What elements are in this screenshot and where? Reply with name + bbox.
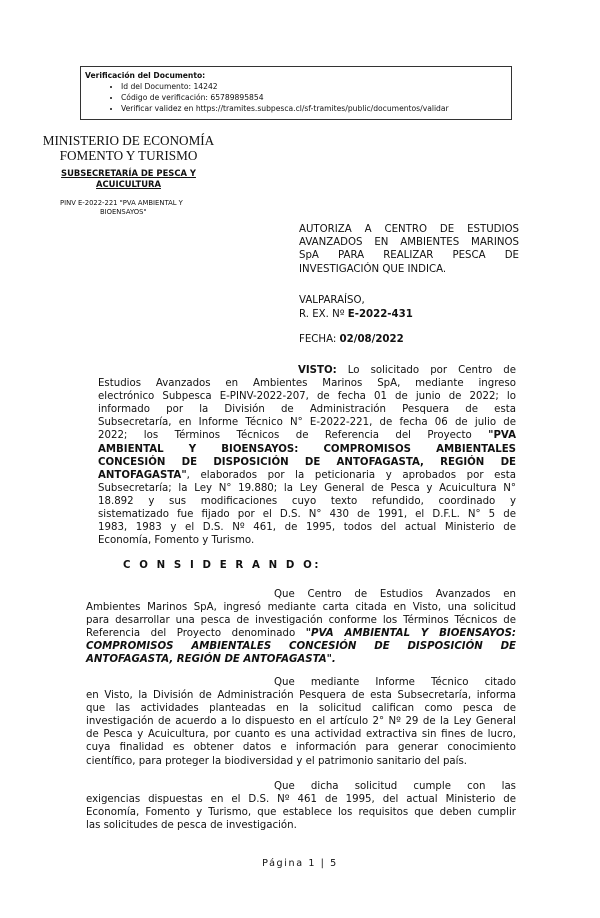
para-line: las solicitudes de pesca de investigación. [86, 820, 297, 832]
rex-number: E-2022-431 [347, 309, 413, 320]
title-line: INVESTIGACIÓN QUE INDICA. [299, 263, 447, 275]
considerando-paragraph-1 [86, 588, 516, 667]
ministry-heading [36, 133, 221, 163]
para-line: Economía, Fomento y Turismo, que establece los requisitos que deben cumplir [86, 807, 516, 819]
visto-line: sistematizado fue fijado por el D.S. N° 430 de 1991, el D.F.L. N° 5 de [98, 509, 516, 521]
rex-label: R. EX. Nº [299, 309, 345, 320]
ministry-line1: MINISTERIO DE ECONOMÍA [42, 133, 215, 148]
fecha-value: 02/08/2022 [339, 334, 404, 345]
visto-line: Subsecretaría, en Informe Técnico N° E-2022-221, de fecha 06 de julio de [98, 417, 516, 429]
title-line: AUTORIZA A CENTRO DE ESTUDIOS [299, 224, 519, 235]
para-line: de Pesca y Acuicultura, por cuanto es una actividad extractiva sin fines de lucro, [86, 729, 516, 741]
ministry-line2: FOMENTO Y TURISMO [59, 148, 198, 163]
title-line: SpA PARA REALIZAR PESCA DE [299, 250, 519, 262]
para-line: que las actividades planteadas en la solicitud califican como pesca de [86, 703, 516, 715]
visto-line: electrónico Subpesca E-PINV-2022-207, de fecha 01 de junio de 2022; lo [98, 391, 516, 403]
visto-line: Subsecretaría; la Ley N° 19.880; la Ley General de Pesca y Acuicultura N° [98, 482, 516, 494]
para-line: Que dicha solicitud cumple con las [274, 781, 516, 792]
para-line: Que mediante Informe Técnico citado [274, 677, 516, 688]
subsecretaria-line1: SUBSECRETARÍA DE PESCA Y [61, 168, 196, 178]
visto-line: AMBIENTAL Y BIOENSAYOS: COMPROMISOS AMBIENTALES [98, 443, 516, 455]
fecha-label: FECHA: [299, 334, 337, 345]
considerando-heading: C O N S I D E R A N D O: [123, 560, 322, 571]
subsecretaria-heading [36, 168, 221, 190]
subsecretaria-line2: ACUICULTURA [96, 179, 161, 189]
para-line: para desarrollar una pesca de investigación conforme los Términos Técnicos de [86, 615, 516, 627]
para-line: Que Centro de Estudios Avanzados en [274, 589, 516, 600]
para-line: Referencia del Proyecto denominado "PVA AMBIENTAL Y BIOENSAYOS: [86, 628, 516, 640]
pinv-reference [60, 199, 220, 217]
visto-line: Economía, Fomento y Turismo. [98, 535, 255, 547]
resolution-number [299, 308, 413, 322]
considerando-paragraph-3 [86, 780, 516, 832]
verification-title: Verificación del Documento: [85, 71, 206, 80]
title-line: AVANZADOS EN AMBIENTES MARINOS [299, 237, 519, 249]
para-line: en Visto, la División de Administración Pesquera de esta Subsecretaría, informa [86, 690, 516, 702]
visto-label: VISTO: [298, 365, 337, 376]
visto-line: informado por la División de Administración Pesquera de esta [98, 404, 516, 416]
para-line: investigación de acuerdo a lo dispuesto en el artículo 2° Nº 29 de la Ley General [86, 716, 516, 728]
verification-box [80, 66, 512, 120]
para-line: COMPROMISOS AMBIENTALES CONCESIÓN DE DISPOSICIÓN DE [86, 641, 516, 653]
pinv-line2: BIOENSAYOS" [100, 208, 147, 216]
para-line: ANTOFAGASTA, REGIÓN DE ANTOFAGASTA". [86, 654, 336, 666]
verification-code: • Código de verificación: 65789895854 [121, 92, 511, 103]
visto-line: 2022; los Términos Técnicos de Referencia del Proyecto "PVA [98, 430, 516, 442]
para-line: Ambientes Marinos SpA, ingresó mediante carta citada en Visto, una solicitud [86, 602, 516, 614]
page-number: Página 1 | 5 [262, 858, 338, 869]
resolution-date [299, 333, 404, 347]
visto-line: VISTO: Lo solicitado por Centro de [298, 365, 516, 376]
verification-id: • Id del Documento: 14242 [121, 81, 511, 92]
visto-line: Estudios Avanzados en Ambientes Marinos SpA, mediante ingreso [98, 378, 516, 390]
visto-line: ANTOFAGASTA", elaborados por la peticionaria y aprobados por esta [98, 469, 516, 481]
resolution-title [299, 223, 519, 276]
para-line: cuya finalidad es obtener datos e información para generar conocimiento [86, 742, 516, 754]
visto-line: 18.892 y sus modificaciones cuyo texto refundido, coordinado y [98, 495, 516, 507]
pinv-line1: PINV E-2022-221 "PVA AMBIENTAL Y [60, 199, 183, 207]
para-line: científico, para proteger la biodiversidad y el patrimonio sanitario del país. [86, 755, 468, 767]
visto-paragraph [98, 364, 516, 547]
visto-line: 1983, 1983 y el D.S. Nº 461, de 1995, todos del actual Ministerio de [98, 522, 516, 534]
considerando-paragraph-2 [86, 676, 516, 768]
verification-list [85, 81, 511, 114]
city: VALPARAÍSO, [299, 295, 365, 306]
verification-url[interactable]: • Verificar validez en https://tramites.subpesca.cl/sf-tramites/public/documentos/validar [121, 103, 511, 114]
para-line: exigencias dispuestas en el D.S. Nº 461 de 1995, del actual Ministerio de [86, 794, 516, 806]
visto-line: CONCESIÓN DE DISPOSICIÓN DE ANTOFAGASTA, REGIÓN DE [98, 456, 516, 468]
